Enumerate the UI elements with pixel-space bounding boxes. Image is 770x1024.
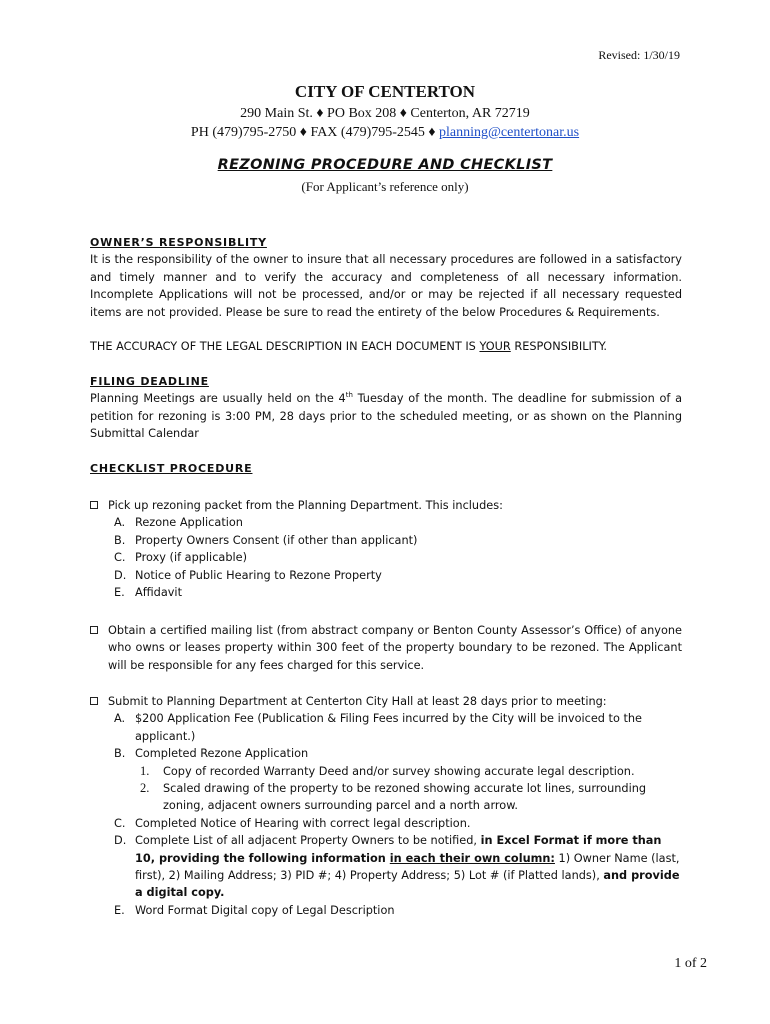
checkbox-icon[interactable] [90,626,98,634]
checklist-heading-block [90,460,682,477]
list-item [90,780,682,815]
checklist-item-2-text: Obtain a certified mailing list (from abstract company or Benton County Assessor’s Office) of anyone who owns or leases property within 300 feet of the property boundary to be rezoned. The Applicant will be responsible for any fees charged for this service. [108,624,682,672]
phone-fax: PH (479)795-2750 ♦ FAX (479)795-2545 ♦ [190,125,440,140]
list-item-text: Rezone Application [135,516,243,530]
list-item-text: Affidavit [135,586,182,600]
list-item-text: Notice of Public Hearing to Rezone Property [135,568,382,582]
list-item-text: $200 Application Fee (Publication & Filing Fees incurred by the City will be invoiced to the applicant.) [135,712,643,743]
checklist-item-1-text: Pick up rezoning packet from the Planning Department. This includes: [108,499,503,512]
list-item [90,514,682,531]
owner-list-text: Complete List of all adjacent Property Owners to be notified, [135,834,481,848]
submission-list [90,710,682,762]
accuracy-pre: THE ACCURACY OF THE LEGAL DESCRIPTION IN EACH DOCUMENT IS [90,340,480,353]
checklist-item-3-text-row [90,693,682,710]
submission-list-continued [90,815,682,919]
checklist-item-3 [90,693,682,919]
filing-section [90,373,682,443]
checkbox-icon[interactable] [90,697,98,705]
list-item [90,584,682,601]
accuracy-post: RESPONSIBILITY. [510,340,607,353]
list-marker: D. [114,834,127,848]
list-marker: 1. [140,763,150,778]
revised-date: Revised: 1/30/19 [598,48,680,62]
page-number: 1 of 2 [674,956,707,971]
list-marker: C. [114,551,126,565]
owner-text: It is the responsibility of the owner to insure that all necessary procedures are followed in a satisfactory and timely manner and to verify the accuracy and completeness of all necessary information. Incomplete Applications will not be processed, and/or or may be rejected if all necessary requested items are not provided. Please be sure to read the entirety of the below Procedures & Requirements. [90,253,682,319]
list-item-text: Completed Notice of Hearing with correct legal description. [135,816,471,830]
list-item [90,745,682,762]
checklist-item-3-text: Submit to Planning Department at Centerton City Hall at least 28 days prior to meeting: [108,695,607,708]
filing-heading: FILING DEADLINE [90,375,209,388]
application-attachments-list [90,763,682,815]
document-subtitle: (For Applicant’s reference only) [301,179,469,194]
list-item-text: Completed Rezone Application [135,747,309,761]
excel-format-text: in Excel Format if more than 10, providing the following information [135,834,662,865]
list-item-text: Scaled drawing of the property to be rezoned showing accurate lot lines, surrounding zoning, adjacent owners surrounding parcel and a north arrow. [163,782,647,813]
list-marker: E. [114,903,125,917]
list-item [90,832,682,902]
document-title: REZONING PROCEDURE AND CHECKLIST [217,157,553,173]
list-item [90,549,682,566]
owner-heading: OWNER’S RESPONSIBLITY [90,236,267,249]
digital-copy-text: and provide a digital copy. [135,869,680,900]
filing-text-sup: th [345,391,353,400]
list-marker: A. [114,712,126,726]
list-marker: C. [114,816,126,830]
list-item-text: Proxy (if applicable) [135,551,247,565]
owner-section [90,234,682,321]
packet-contents-list [90,514,682,601]
fields-text: 1) Owner Name (last, first), 2) Mailing Address; 3) PID #; 4) Property Address; 5) Lot # (if Platted lands), [135,851,680,883]
list-item-text: Word Format Digital copy of Legal Description [135,903,395,917]
list-item [90,532,682,549]
list-marker: D. [114,568,127,582]
checklist-item-1 [90,497,682,601]
list-marker: 2. [140,781,150,796]
city-name: CITY OF CENTERTON [294,82,476,101]
own-column-text: in each their own column: [389,851,555,865]
filing-text [90,390,682,442]
list-marker: B. [114,533,126,547]
checklist-item-2 [90,622,682,674]
list-item-text: Copy of recorded Warranty Deed and/or survey showing accurate legal description. [163,764,635,778]
list-marker: A. [114,516,126,530]
list-marker: B. [114,747,126,761]
accuracy-your: YOUR [479,340,511,353]
letterhead [0,82,770,142]
list-item [90,567,682,584]
list-marker: E. [114,586,125,600]
list-item [90,815,682,832]
checklist-item-2-text-row [90,622,682,674]
list-item [90,710,682,745]
checkbox-icon[interactable] [90,501,98,509]
filing-text-pre: Planning Meetings are usually held on the 4 [90,392,346,406]
filing-text-post: Tuesday of the month. The deadline for submission of a petition for rezoning is 3:00 PM, 28 days prior to the scheduled meeting, or as shown on the Planning Submittal Calendar [90,392,683,441]
checklist-item-1-text-row [90,497,682,514]
email-link[interactable]: planning@centertonar.us [439,125,580,140]
list-item [90,902,682,919]
city-address: 290 Main St. ♦ PO Box 208 ♦ Centerton, AR 72719 [240,106,530,121]
checklist-heading: CHECKLIST PROCEDURE [90,462,253,475]
accuracy-statement [90,338,682,355]
list-item-text: Property Owners Consent (if other than applicant) [135,533,418,547]
city-contact [0,123,770,142]
list-item-text [135,834,680,899]
list-item [90,763,682,780]
